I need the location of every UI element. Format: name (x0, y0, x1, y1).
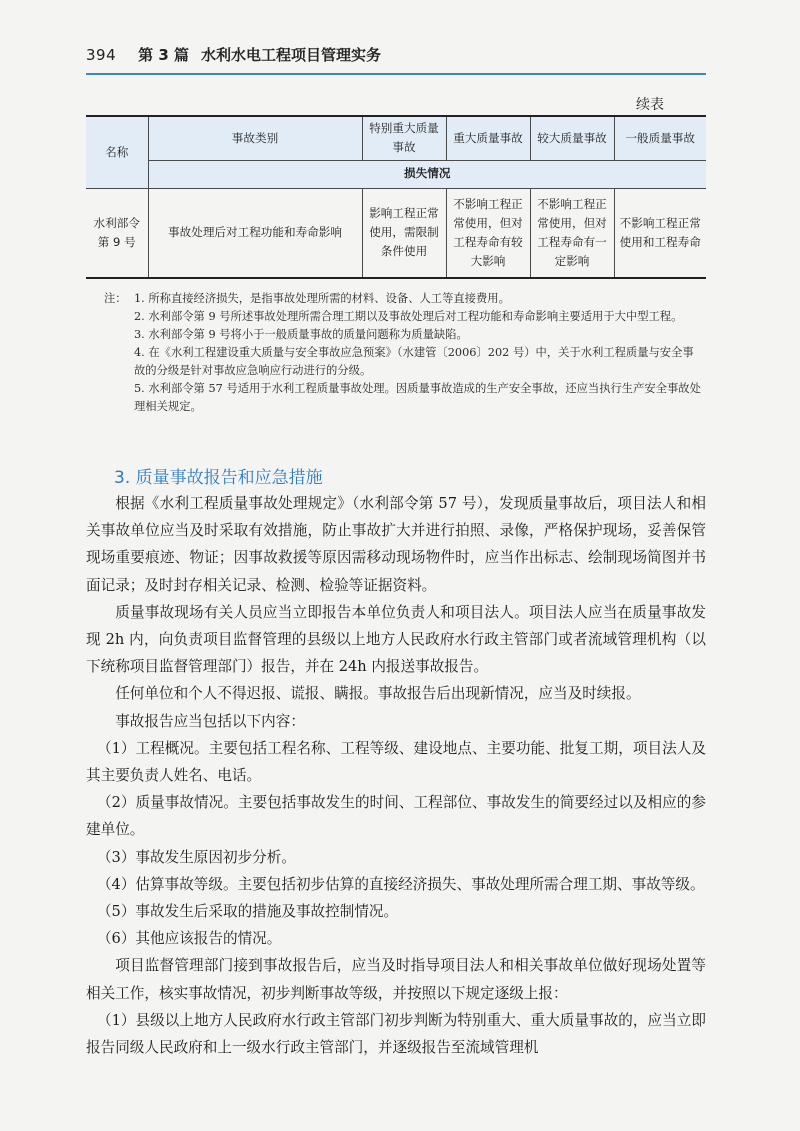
row-value-4: 不影响工程正常使用和工程寿命 (614, 188, 706, 278)
header-category: 事故类别 (148, 116, 362, 160)
row-name: 水利部令第 9 号 (86, 188, 148, 278)
list-item: （3）事故发生原因初步分析。 (96, 848, 296, 866)
note-item: 5. 水利部令第 57 号适用于水利工程质量事故处理。因质量事故造成的生产安全事故，还应当执行生产安全事故处理相关规定。 (134, 382, 701, 414)
running-header (86, 44, 706, 65)
note-item: 2. 水利部令第 9 号所述事故处理所需合理工期以及事故处理后对工程功能和寿命影响主要适用于大中型工程。 (134, 310, 683, 324)
list-item: （5）事故发生后采取的措施及事故控制情况。 (96, 903, 399, 921)
header-name: 名称 (86, 116, 148, 188)
header-level-1: 特别重大质量事故 (362, 116, 446, 160)
note-item: 4. 在《水利工程建设重大质量与安全事故应急预案》（水建管〔2006〕202 号）中，关于水利工程质量与安全事故的分级是针对事故应急响应行动进行的分级。 (134, 346, 694, 378)
row-value-3: 不影响工程正常使用，但对工程寿命有一定影响 (530, 188, 614, 278)
list-item: （2）质量事故情况。主要包括事故发生的时间、工程部位、事故发生的简要经过以及相应的参建单位。 (86, 794, 706, 839)
book-title: 水利水电工程项目管理实务 (201, 46, 382, 64)
row-value-2: 不影响工程正常使用，但对工程寿命有较大影响 (446, 188, 530, 278)
header-loss: 损失情况 (148, 160, 706, 188)
table-notes (104, 290, 704, 416)
page-number: 394 (86, 46, 117, 64)
table-continued-label: 续表 (636, 97, 664, 113)
row-category: 事故处理后对工程功能和寿命影响 (148, 188, 362, 278)
accident-table (86, 115, 706, 279)
header-level-4: 一般质量事故 (614, 116, 706, 160)
paragraph: 根据《水利工程质量事故处理规定》（水利部令第 57 号），发现质量事故后，项目法人和相关事故单位应当及时采取有效措施，防止事故扩大并进行拍照、录像，严格保护现场，妥善保管现场重要痕迹、物证；因事故救援等原因需移动现场物件时，应当作出标志、绘制现场简图并书面记录；及时封存相关记录、检测、检验等证据资料。 (86, 495, 706, 594)
paragraph: 质量事故现场有关人员应当立即报告本单位负责人和项目法人。项目法人应当在质量事故发现 2h 内，向负责项目监督管理的县级以上地方人民政府水行政主管部门或者流域管理机构（以下统称项目监督管理部门）报告，并在 24h 内报送事故报告。 (86, 603, 706, 676)
note-item: 3. 水利部令第 9 号将小于一般质量事故的质量问题称为质量缺陷。 (134, 328, 468, 342)
paragraph: 事故报告应当包括以下内容： (115, 712, 305, 730)
row-value-1: 影响工程正常使用，需限制条件使用 (362, 188, 446, 278)
list-item: （1）县级以上地方人民政府水行政主管部门初步判断为特别重大、重大质量事故的，应当立即报告同级人民政府和上一级水行政主管部门，并逐级报告至流域管理机 (86, 1011, 706, 1057)
notes-label: 注： (104, 292, 127, 305)
body-text (86, 490, 706, 1061)
list-item: （1）工程概况。主要包括工程名称、工程等级、建设地点、主要功能、批复工期，项目法人及其主要负责人姓名、电话。 (86, 739, 706, 785)
section-heading: 3. 质量事故报告和应急措施 (114, 468, 323, 488)
list-item: （4）估算事故等级。主要包括初步估算的直接经济损失、事故处理所需合理工期、事故等级。 (96, 875, 705, 893)
list-item: （6）其他应该报告的情况。 (96, 930, 282, 948)
note-item: 注： 1. 所称直接经济损失，是指事故处理所需的材料、设备、人工等直接费用。 (104, 290, 704, 308)
header-rule (86, 73, 706, 75)
paragraph: 任何单位和个人不得迟报、谎报、瞒报。事故报告后出现新情况，应当及时续报。 (115, 685, 641, 703)
header-level-3: 较大质量事故 (530, 116, 614, 160)
header-level-2: 重大质量事故 (446, 116, 530, 160)
part-label: 第 3 篇 (138, 46, 190, 64)
paragraph: 项目监督管理部门接到事故报告后，应当及时指导项目法人和相关事故单位做好现场处置等相关工作，核实事故情况，初步判断事故等级，并按照以下规定逐级上报： (86, 957, 706, 1002)
